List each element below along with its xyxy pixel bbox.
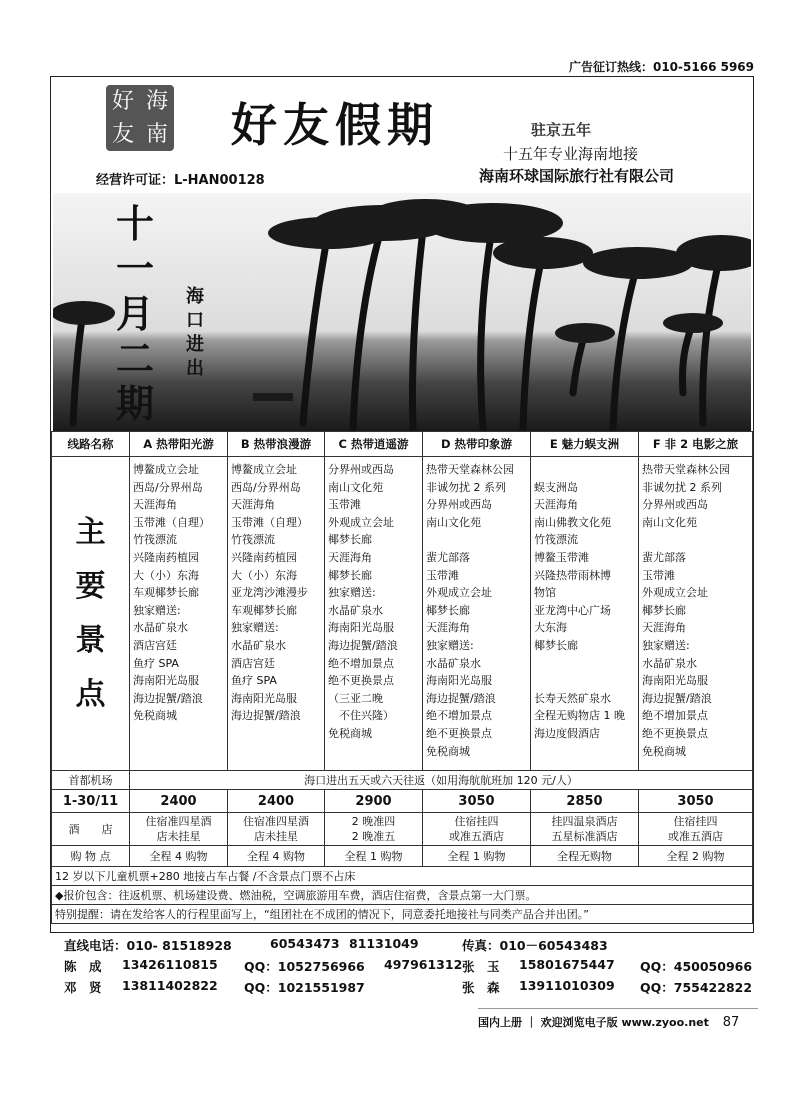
spot-item: 免税商城 (133, 709, 177, 723)
spot-item: 独家赠送: (642, 638, 690, 652)
special-reminder-note: 特别提醒：请在发给客人的行程里面写上，“组团社在不成团的情况下，同意委托地接社与同类产品合并出团。” (52, 905, 753, 924)
spot-item (642, 531, 749, 549)
price-value: 2900 (325, 790, 423, 813)
spot-item: 非诚勿扰 2 系列 (642, 480, 722, 494)
spot-item: 酒店宫廷 (133, 638, 177, 652)
spot-item: 海边捉蟹/踏浪 (133, 691, 203, 705)
contact-person-row (64, 955, 754, 976)
brand-title: 好友假期 (231, 98, 439, 152)
spot-item: 亚龙湾中心广场 (534, 603, 611, 617)
spot-item: 竹筏漂流 (231, 533, 275, 547)
logo-char: 南 (145, 122, 168, 147)
spot-item: 蜚尤部落 (426, 550, 470, 564)
spot-item: 天涯海角 (534, 498, 578, 512)
price-value: 2400 (130, 790, 228, 813)
hotel-line: 店未挂星 (254, 830, 298, 843)
shop-value: 全程无购物 (531, 846, 639, 867)
side-char: 口 (186, 310, 204, 331)
spot-item: 分界州或西岛 (642, 498, 708, 512)
shopping-row (52, 846, 753, 867)
price-row (52, 790, 753, 813)
hotel-line: 或准五酒店 (668, 830, 723, 843)
spot-item: 大东海 (534, 621, 567, 635)
hotel-line: 五星标准酒店 (551, 830, 618, 843)
spot-item: 玉带滩（自理） (133, 515, 210, 529)
hotel-cell (639, 813, 753, 846)
routes-table (51, 431, 753, 924)
spot-item: 蜚尤部落 (642, 550, 686, 564)
price-value: 3050 (423, 790, 531, 813)
airport-row (52, 771, 753, 790)
spot-item: 水晶矿泉水 (231, 638, 286, 652)
page-number: 87 (722, 1015, 740, 1030)
main-spots-label (52, 457, 130, 771)
spot-item: 绝不更换景点 (426, 726, 492, 740)
issue-date (113, 201, 157, 426)
price-value: 2850 (531, 790, 639, 813)
contact-person-row (64, 976, 754, 997)
spot-item: 外观成立会址 (642, 586, 708, 600)
spot-item: 独家赠送: (133, 603, 181, 617)
main-label-char: 景 (75, 622, 106, 658)
spot-item: 水晶矿泉水 (328, 603, 383, 617)
route-name: F 非 2 电影之旅 (639, 432, 753, 457)
spot-item (534, 655, 635, 673)
child-note-row (52, 867, 753, 886)
route-header-row (52, 432, 753, 457)
contact-mobile: 13426110815 (122, 957, 218, 972)
spot-item: 水晶矿泉水 (133, 621, 188, 635)
contact-block (64, 934, 754, 997)
ad-frame (50, 76, 754, 933)
slogan-years: 驻京五年 (531, 121, 592, 139)
hotel-row (52, 813, 753, 846)
hotel-label: 酒 店 (52, 813, 130, 846)
spot-item: 海边捉蟹/踏浪 (328, 638, 398, 652)
spot-item: 海南阳光岛服 (231, 691, 297, 705)
contact-qq: QQ：450050966 (640, 959, 753, 974)
company-name: 海南环球国际旅行社有限公司 (479, 167, 675, 185)
spot-item: 分界州或西岛 (328, 463, 394, 476)
direct-phone: 直线电话：010- 81518928 (64, 938, 232, 953)
spot-item: 南山文化苑 (328, 480, 383, 494)
spot-item: （三亚二晚 (328, 691, 383, 705)
shop-value: 全程 4 购物 (130, 846, 228, 867)
spot-item: 外观成立会址 (426, 586, 492, 600)
spot-item: 竹筏漂流 (133, 533, 177, 547)
spot-item: 鱼疗 SPA (133, 656, 179, 670)
hotel-line: 2 晚准四 (351, 815, 396, 828)
spot-item: 绝不增加景点 (642, 709, 708, 723)
hotel-cell (228, 813, 325, 846)
spot-item: 分界州或西岛 (426, 498, 492, 512)
spot-item: 兴隆南药植园 (231, 550, 297, 564)
contact-name: 张 森 (462, 980, 500, 995)
spot-item: 车观椰梦长廊 (133, 586, 199, 600)
contact-qq: 497961312 (384, 957, 463, 972)
spot-item: 海边捉蟹/踏浪 (426, 691, 496, 705)
main-label-char: 点 (75, 676, 106, 712)
main-label-char: 要 (75, 568, 106, 604)
logo-char: 好 (111, 89, 134, 114)
palm-trees-illustration (53, 193, 751, 431)
spot-item: 绝不更换景点 (328, 674, 394, 688)
spot-item: 兴隆热带雨林博 (534, 568, 611, 582)
spot-item: 博鳌成立会址 (231, 463, 297, 476)
haikou-note (184, 285, 206, 381)
route-name: A 热带阳光游 (130, 432, 228, 457)
spot-item: 独家赠送: (231, 621, 279, 635)
shop-value: 全程 1 购物 (423, 846, 531, 867)
spots-row (52, 457, 753, 771)
route-name: C 热带逍遥游 (325, 432, 423, 457)
slogan-specialty: 十五年专业海南地接 (503, 145, 639, 163)
spot-item: 玉带滩（自理） (231, 515, 308, 529)
hotel-line: 住宿挂四 (673, 815, 718, 828)
hotel-line: 住宿挂四 (454, 815, 499, 828)
spot-item: 椰梦长廊 (328, 533, 372, 547)
spot-item: 西岛/分界州岛 (231, 480, 301, 494)
hotel-line: 或准五酒店 (449, 830, 504, 843)
date-char: 二 (115, 336, 154, 381)
spot-item: 免税商城 (328, 726, 372, 740)
phone-number: 81131049 (349, 936, 419, 951)
spot-item: 独家赠送: (426, 638, 474, 652)
fax-number: 传真：010－60543483 (462, 938, 608, 953)
price-includes-note: ◆报价包含：往返机票、机场建设费、燃油税，空调旅游用车费，酒店住宿费，含景点第一大门票。 (52, 886, 753, 905)
spot-item: 天涯海角 (642, 621, 686, 635)
spot-item: 海边捉蟹/踏浪 (231, 709, 301, 723)
spot-item: 热带天堂森林公园 (426, 463, 514, 476)
spot-item: 热带天堂森林公园 (642, 463, 730, 476)
contact-qq: QQ：1021551987 (244, 980, 365, 995)
hotel-cell (130, 813, 228, 846)
contact-qq: QQ：755422822 (640, 980, 753, 995)
contact-name: 张 玉 (462, 959, 500, 974)
date-char: 一 (115, 246, 154, 291)
spot-item: 水晶矿泉水 (426, 656, 481, 670)
spot-item: 免税商城 (426, 744, 470, 758)
beach-photo (53, 193, 751, 431)
spot-item: 亚龙湾沙滩漫步 (231, 586, 308, 600)
spot-item: 南山佛教文化苑 (534, 515, 611, 529)
route-header-label: 线路名称 (52, 432, 130, 457)
spot-item (534, 461, 635, 479)
side-char: 出 (186, 358, 204, 379)
spot-item: 西岛/分界州岛 (133, 480, 203, 494)
spot-item: 兴隆南药植园 (133, 550, 199, 564)
spot-item: 玉带滩 (642, 568, 675, 582)
spot-item: 博鳌成立会址 (133, 463, 199, 476)
route-name: D 热带印象游 (423, 432, 531, 457)
spot-item: 独家赠送: (328, 586, 376, 600)
spots-cell-a (130, 457, 228, 771)
spots-cell-f (639, 457, 753, 771)
hotel-cell (531, 813, 639, 846)
logo-char: 海 (145, 89, 168, 114)
spot-item: 椰梦长廊 (426, 603, 470, 617)
contact-name: 邓 贤 (64, 980, 102, 995)
include-note-row (52, 886, 753, 905)
spots-cell-c (325, 457, 423, 771)
spot-item: 蜈支洲岛 (534, 480, 578, 494)
spot-item (426, 531, 527, 549)
spot-item: 海边度假酒店 (534, 726, 600, 740)
spot-item: 海南阳光岛服 (642, 674, 708, 688)
side-char: 进 (186, 334, 204, 355)
spot-item: 鱼疗 SPA (231, 674, 277, 688)
spot-item: 不住兴隆） (328, 709, 394, 723)
spot-item: 玉带滩 (328, 498, 361, 512)
spot-item: 酒店宫廷 (231, 656, 275, 670)
spot-item: 全程无购物店 1 晚 (534, 709, 625, 723)
spot-item: 椰梦长廊 (642, 603, 686, 617)
hotel-line: 挂四温泉酒店 (551, 815, 618, 828)
spot-item: 玉带滩 (426, 568, 459, 582)
hotel-cell (423, 813, 531, 846)
spot-item: 绝不增加景点 (426, 709, 492, 723)
logo (106, 85, 174, 151)
contact-name: 陈 成 (64, 959, 102, 974)
spot-item: 天涯海角 (133, 498, 177, 512)
phone-number: 60543473 (270, 936, 340, 951)
shop-value: 全程 4 购物 (228, 846, 325, 867)
spot-item: 南山文化苑 (642, 515, 697, 529)
license-number: 经营许可证：L-HAN00128 (96, 173, 265, 188)
contact-mobile: 13811402822 (122, 978, 218, 993)
ad-hotline: 广告征订热线：010-5166 5969 (568, 60, 754, 74)
spots-cell-b (228, 457, 325, 771)
ad-header (51, 77, 752, 193)
spot-item: 绝不增加景点 (328, 656, 394, 670)
price-label: 1-30/11 (52, 790, 130, 813)
spot-item: 大（小）东海 (231, 568, 297, 582)
spot-item: 免税商城 (642, 744, 686, 758)
main-label-char: 主 (75, 514, 106, 550)
spot-item: 物馆 (534, 586, 556, 600)
spot-item: 海南阳光岛服 (133, 674, 199, 688)
spot-item: 海南阳光岛服 (328, 621, 394, 635)
spot-item: 竹筏漂流 (534, 533, 578, 547)
route-name: E 魅力蜈支洲 (531, 432, 639, 457)
airport-label: 首都机场 (52, 771, 130, 790)
spot-item: 博鳌玉带滩 (534, 550, 589, 564)
date-char: 十 (115, 201, 154, 246)
spot-item: 海南阳光岛服 (426, 674, 492, 688)
child-price-note: 12 岁以下儿童机票+280 地接占车占餐 /不含景点门票不占床 (52, 867, 753, 886)
spot-item: 天涯海角 (231, 498, 275, 512)
price-value: 3050 (639, 790, 753, 813)
spot-item: 天涯海角 (328, 550, 372, 564)
shop-value: 全程 2 购物 (639, 846, 753, 867)
spot-item: 南山文化苑 (426, 515, 481, 529)
spot-item: 椰梦长廊 (328, 568, 372, 582)
page-footer (478, 1008, 758, 1030)
side-char: 海 (186, 286, 204, 307)
spot-item: 椰梦长廊 (534, 638, 578, 652)
hotel-cell (325, 813, 423, 846)
airport-text: 海口进出五天或六天往返（如用海航航班加 120 元/人） (130, 771, 753, 790)
spot-item (534, 672, 635, 690)
contact-mobile: 13911010309 (519, 978, 615, 993)
reminder-note-row (52, 905, 753, 924)
contact-phone-row (64, 934, 754, 955)
hotel-line: 住宿准四星酒 (243, 815, 309, 828)
hotel-line: 店未挂星 (156, 830, 201, 843)
spots-cell-d (423, 457, 531, 771)
shop-label: 购 物 点 (52, 846, 130, 867)
spot-item: 海边捉蟹/踏浪 (642, 691, 712, 705)
contact-qq: QQ：1052756966 (244, 959, 365, 974)
date-char: 期 (115, 381, 154, 426)
hotel-line: 2 晚准五 (351, 830, 396, 843)
spot-item: 天涯海角 (426, 621, 470, 635)
price-value: 2400 (228, 790, 325, 813)
spots-cell-e (531, 457, 639, 771)
shop-value: 全程 1 购物 (325, 846, 423, 867)
route-name: B 热带浪漫游 (228, 432, 325, 457)
spot-item: 外观成立会址 (328, 515, 394, 529)
hotel-line: 住宿准四星酒 (145, 815, 212, 828)
spot-item: 非诚勿扰 2 系列 (426, 480, 506, 494)
spot-item: 大（小）东海 (133, 568, 199, 582)
spot-item: 绝不更换景点 (642, 726, 708, 740)
spot-item: 长寿天然矿泉水 (534, 691, 611, 705)
contact-mobile: 15801675447 (519, 957, 615, 972)
logo-char: 友 (111, 122, 134, 147)
spot-item: 车观椰梦长廊 (231, 603, 297, 617)
date-char: 月 (115, 291, 154, 336)
footer-text: 国内上册 ｜ 欢迎浏览电子版 www.zyoo.net (478, 1016, 709, 1029)
spot-item: 水晶矿泉水 (642, 656, 697, 670)
